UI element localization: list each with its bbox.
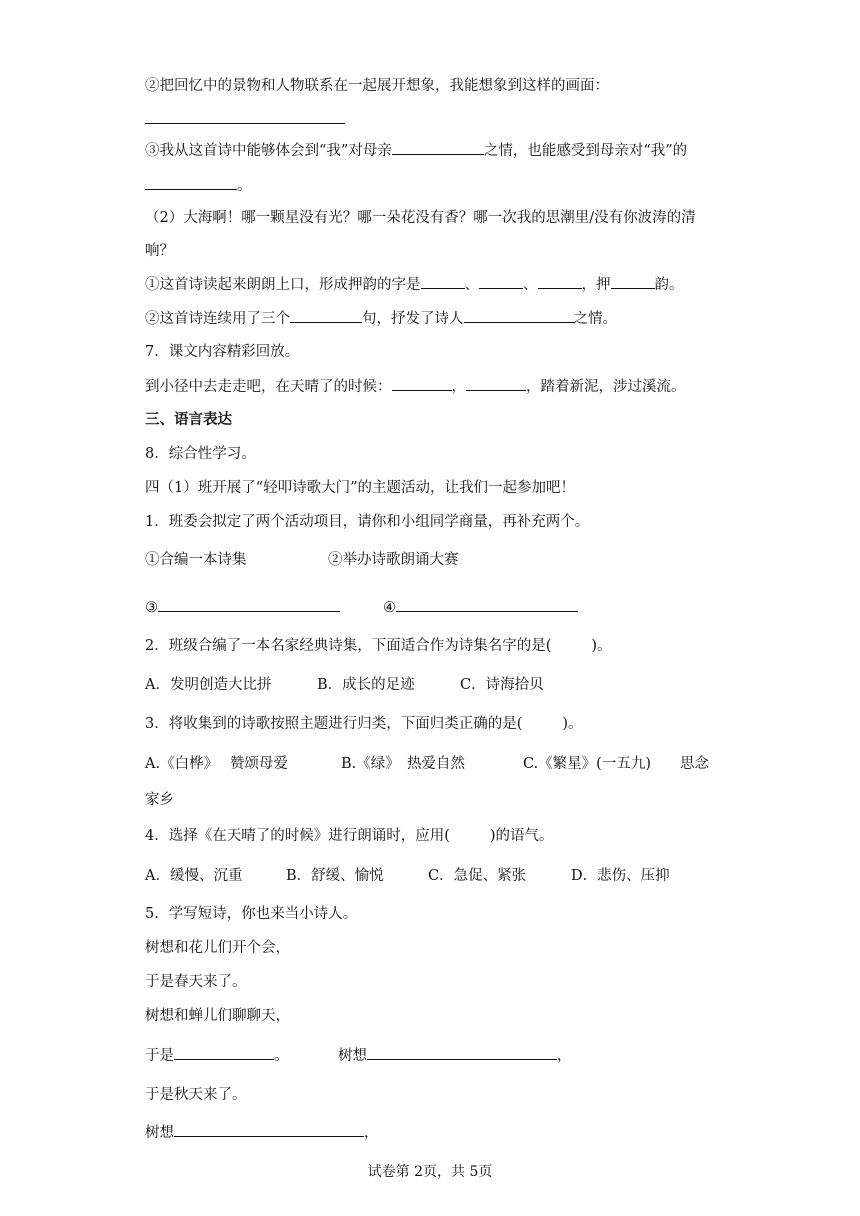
answer-blank[interactable] xyxy=(174,1045,274,1060)
q8-3-option-c[interactable]: C.《繁星》(一五九) 思念 xyxy=(523,756,709,772)
answer-blank[interactable] xyxy=(158,597,340,612)
answer-blank[interactable] xyxy=(392,140,484,155)
answer-blank[interactable] xyxy=(611,274,655,289)
page-footer: 试卷第 2页，共 5页 xyxy=(367,1164,493,1180)
q8-4-title xyxy=(145,826,554,846)
q8-5-title: 5．学写短诗，你也来当小诗人。 xyxy=(145,906,358,922)
q8-1-option1: ①合编一本诗集 xyxy=(145,552,247,568)
q8-3-title-text-b: )。 xyxy=(562,716,583,732)
q8-4-option-c[interactable]: C．急促、紧张 xyxy=(428,868,527,884)
answer-blank[interactable] xyxy=(479,274,523,289)
q8-4-title-text-a: 4．选择《在天晴了的时候》进行朗诵时，应用( xyxy=(145,828,450,844)
q8-title: 8．综合性学习。 xyxy=(145,446,256,462)
q6-2-item1-text-c: 韵。 xyxy=(654,277,684,293)
q8-1-option4 xyxy=(383,597,578,618)
answer-blank[interactable] xyxy=(392,376,452,391)
q6-2-prompt-line1: （2）大海啊！哪一颗星没有光？哪一朵花没有香？哪一次我的思潮里/没有你波涛的清 xyxy=(145,210,696,226)
poem-line-blank xyxy=(338,1045,572,1066)
q6-2-item2-text-a: ②这首诗连续用了三个 xyxy=(145,311,290,327)
q8-3-option-a[interactable]: A.《白桦》 赞颂母爱 xyxy=(145,756,288,772)
poem-line: 于是春天来了。 xyxy=(145,974,247,990)
poem-text: 。 xyxy=(274,1048,289,1064)
q7-title: 7．课文内容精彩回放。 xyxy=(145,344,300,360)
q6-1-item3-cont xyxy=(145,175,252,196)
q6-2-item2-text-b: 句，抒发了诗人 xyxy=(362,311,464,327)
q8-3-title-text-a: 3．将收集到的诗歌按照主题进行归类，下面归类正确的是( xyxy=(145,716,523,732)
q6-1-item3-end: 。 xyxy=(237,178,252,194)
answer-blank[interactable] xyxy=(421,274,465,289)
q6-1-item3 xyxy=(145,140,687,161)
q8-3-option-b[interactable]: B.《绿》 热爱自然 xyxy=(341,756,466,772)
answer-blank[interactable] xyxy=(466,376,526,391)
q8-4-option-a[interactable]: A．缓慢、沉重 xyxy=(145,868,243,884)
separator: 、 xyxy=(523,277,538,293)
answer-blank[interactable] xyxy=(396,597,578,612)
q8-2-option-b[interactable]: B．成长的足迹 xyxy=(317,677,415,693)
answer-blank[interactable] xyxy=(145,175,237,190)
q8-2-option-a[interactable]: A．发明创造大比拼 xyxy=(145,677,272,693)
poem-text: 于是 xyxy=(145,1048,174,1064)
q6-2-item2-text-c: 之情。 xyxy=(573,311,617,327)
separator: 、 xyxy=(464,277,479,293)
q7-text-a: 到小径中去走走吧，在天晴了的时候： xyxy=(145,379,392,395)
q8-3-title xyxy=(145,714,583,734)
answer-blank[interactable] xyxy=(538,274,582,289)
option-marker: ③ xyxy=(145,600,158,616)
poem-text: ， xyxy=(364,1125,379,1141)
q8-2-title-text-b: )。 xyxy=(591,638,612,654)
poem-line-blank xyxy=(145,1122,379,1143)
q6-1-item2: ②把回忆中的景物和人物联系在一起展开想象，我能想象到这样的画面： xyxy=(145,78,609,94)
poem-text: 树想 xyxy=(338,1048,367,1064)
q8-1-option2: ②举办诗歌朗诵大赛 xyxy=(328,552,459,568)
q8-2-option-c[interactable]: C．诗海拾贝 xyxy=(460,677,544,693)
q6-2-prompt-line2: 响？ xyxy=(145,243,174,259)
q7-text-b: ，踏着新泥，涉过溪流。 xyxy=(526,379,686,395)
answer-blank-line[interactable] xyxy=(145,123,345,124)
q6-1-item3-text-b: 之情，也能感受到母亲对“我”的 xyxy=(483,143,688,159)
poem-line-blank xyxy=(145,1045,289,1066)
poem-text: ， xyxy=(557,1048,572,1064)
answer-blank[interactable] xyxy=(290,308,362,323)
q8-1-option3 xyxy=(145,597,340,618)
q6-2-item1-text-b: ，押 xyxy=(581,277,611,293)
option-marker: ④ xyxy=(383,600,396,616)
q8-intro: 四（1）班开展了“轻叩诗歌大门”的主题活动，让我们一起参加吧！ xyxy=(145,480,576,496)
q8-1-title: 1．班委会拟定了两个活动项目，请你和小组同学商量，再补充两个。 xyxy=(145,514,590,530)
answer-blank[interactable] xyxy=(367,1045,557,1060)
q6-2-item2 xyxy=(145,308,617,329)
section-title: 三、语言表达 xyxy=(145,411,232,428)
poem-line: 树想和花儿们开个会， xyxy=(145,940,290,956)
q8-4-title-text-b: )的语气。 xyxy=(489,828,554,844)
q6-2-item1-text-a: ①这首诗读起来朗朗上口，形成押韵的字是 xyxy=(145,277,421,293)
poem-line: 树想和蝉儿们聊聊天， xyxy=(145,1008,290,1024)
answer-blank[interactable] xyxy=(174,1122,364,1137)
poem-text: 树想 xyxy=(145,1125,174,1141)
q8-2-title-text-a: 2．班级合编了一本名家经典诗集，下面适合作为诗集名字的是( xyxy=(145,638,552,654)
q7-line xyxy=(145,376,686,397)
q6-2-item1 xyxy=(145,274,684,295)
q8-2-title xyxy=(145,636,612,656)
separator: ， xyxy=(451,379,466,395)
q6-1-item3-text-a: ③我从这首诗中能够体会到“我”对母亲 xyxy=(145,143,392,159)
poem-line: 于是秋天来了。 xyxy=(145,1087,247,1103)
q8-4-option-d[interactable]: D．悲伤、压抑 xyxy=(571,868,670,884)
q8-4-option-b[interactable]: B．舒缓、愉悦 xyxy=(286,868,384,884)
q8-3-option-c-cont: 家乡 xyxy=(145,792,174,808)
answer-blank[interactable] xyxy=(464,308,574,323)
